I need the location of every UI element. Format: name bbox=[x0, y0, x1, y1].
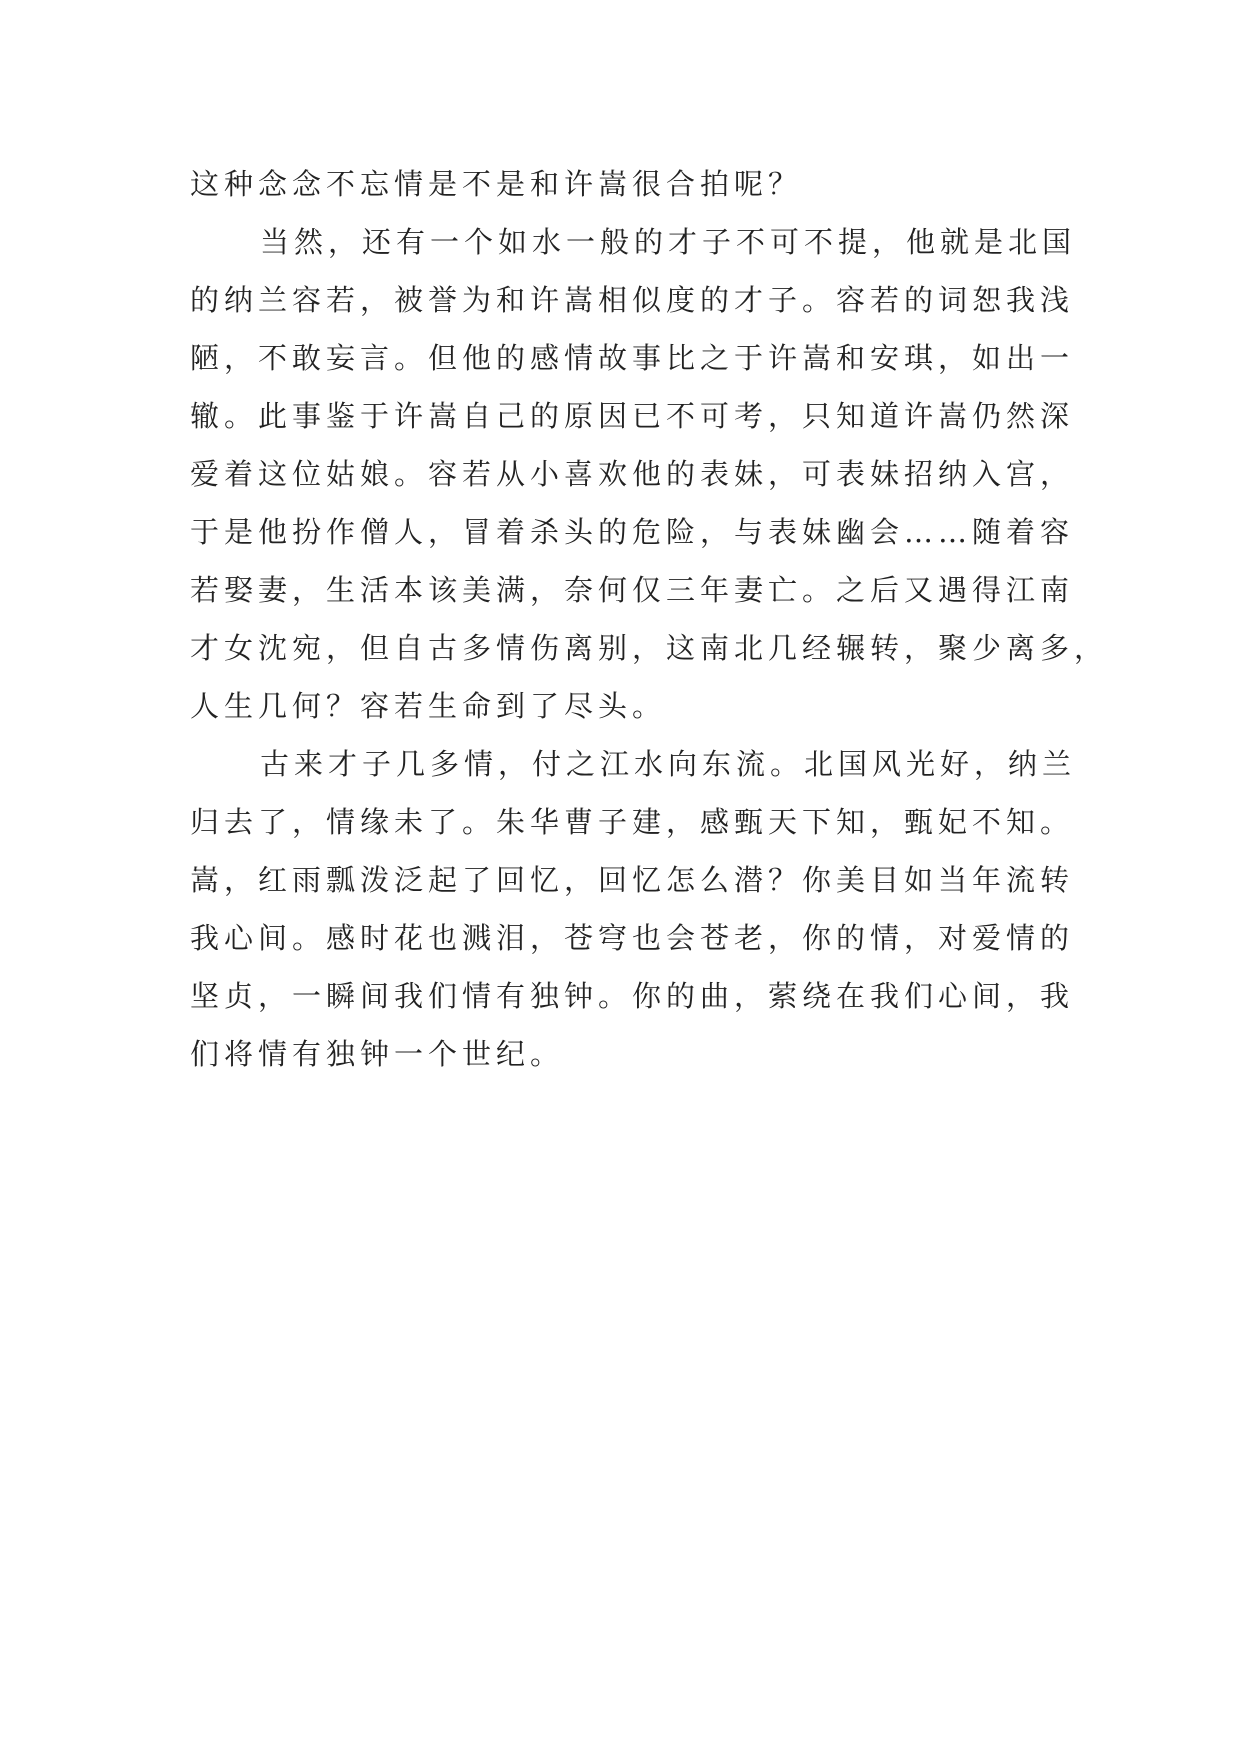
text-line: 若娶妻，生活本该美满，奈何仅三年妻亡。之后又遇得江南 bbox=[190, 573, 1075, 607]
text-line: 人生几何？容若生命到了尽头。 bbox=[190, 689, 667, 723]
text-line: 归去了，情缘未了。朱华曹子建，感甄天下知，甄妃不知。 bbox=[190, 805, 1075, 839]
text-line: 们将情有独钟一个世纪。 bbox=[190, 1037, 565, 1071]
text-line: 坚贞，一瞬间我们情有独钟。你的曲，萦绕在我们心间，我 bbox=[190, 979, 1075, 1013]
paragraph-start-line: 古来才子几多情，付之江水向东流。北国风光好，纳兰 bbox=[260, 747, 1077, 781]
text-line: 于是他扮作僧人，冒着杀头的危险，与表妹幽会……随着容 bbox=[190, 515, 1075, 549]
text-line: 这种念念不忘情是不是和许嵩很合拍呢？ bbox=[190, 167, 803, 201]
text-line: 辙。此事鉴于许嵩自己的原因已不可考，只知道许嵩仍然深 bbox=[190, 399, 1075, 433]
text-line: 嵩，红雨瓢泼泛起了回忆，回忆怎么潜？你美目如当年流转 bbox=[190, 863, 1075, 897]
body-text bbox=[190, 155, 1109, 1083]
text-line: 才女沈宛，但自古多情伤离别，这南北几经辗转，聚少离多， bbox=[190, 631, 1109, 665]
text-line: 我心间。感时花也溅泪，苍穹也会苍老，你的情，对爱情的 bbox=[190, 921, 1075, 955]
text-line: 爱着这位姑娘。容若从小喜欢他的表妹，可表妹招纳入宫， bbox=[190, 457, 1075, 491]
paragraph-start-line: 当然，还有一个如水一般的才子不可不提，他就是北国 bbox=[260, 225, 1077, 259]
text-line: 陋，不敢妄言。但他的感情故事比之于许嵩和安琪，如出一 bbox=[190, 341, 1075, 375]
text-line: 的纳兰容若，被誉为和许嵩相似度的才子。容若的词恕我浅 bbox=[190, 283, 1075, 317]
